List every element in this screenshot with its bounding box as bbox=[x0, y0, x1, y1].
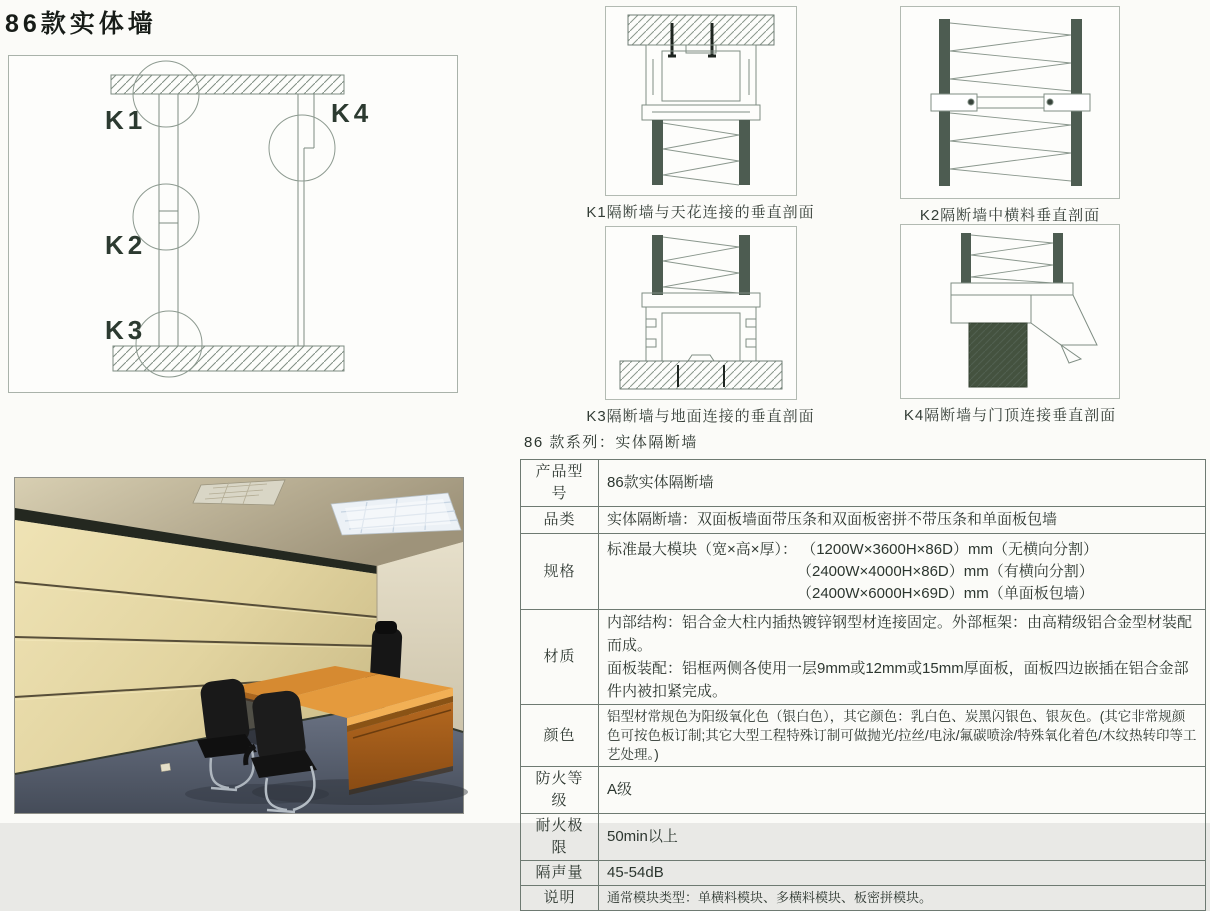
k4-door-section-hatch bbox=[969, 323, 1027, 387]
spec-label-fire-rating: 防火等级 bbox=[521, 767, 599, 814]
spec-value-material bbox=[599, 610, 1206, 705]
detail-circle-k4 bbox=[269, 115, 335, 181]
k3-wall-panel-left bbox=[652, 235, 663, 295]
k1-wall-panel-right bbox=[739, 120, 750, 185]
overview-diagram bbox=[8, 55, 458, 393]
k1-insulation bbox=[663, 123, 739, 185]
k3-wall-panel-right bbox=[739, 235, 750, 295]
table-row bbox=[521, 705, 1206, 767]
figure-k1 bbox=[578, 6, 823, 222]
figure-k3-caption: K3隔断墙与地面连接的垂直剖面 bbox=[586, 408, 815, 425]
k1-wall-panel-left bbox=[652, 120, 663, 185]
k2-insulation-bottom bbox=[950, 113, 1071, 181]
figure-k1-drawing bbox=[605, 6, 797, 196]
left-partition-wall bbox=[159, 94, 178, 346]
ceiling-slab bbox=[111, 75, 344, 94]
figure-k2-caption: K2隔断墙中横料垂直剖面 bbox=[919, 207, 1101, 224]
table-row bbox=[521, 861, 1206, 886]
spec-table-wrap bbox=[520, 459, 1206, 911]
figure-k3 bbox=[578, 226, 823, 426]
page-title: 86款实体墙 bbox=[5, 10, 157, 38]
figure-k4-caption: K4隔断墙与门顶连接垂直剖面 bbox=[903, 407, 1117, 424]
k4-insulation bbox=[971, 235, 1053, 283]
spec-value-size bbox=[599, 534, 1206, 610]
table-row bbox=[521, 610, 1206, 705]
floor-slab bbox=[113, 346, 344, 371]
spec-label-note: 说明 bbox=[521, 886, 599, 911]
spec-label-fire-limit: 耐火极限 bbox=[521, 814, 599, 861]
k4-wall-panel-right bbox=[1053, 233, 1063, 283]
k2-mid-rail-profile bbox=[931, 94, 1090, 111]
k3-aluminium-channel bbox=[642, 293, 760, 361]
spec-label-model: 产品型号 bbox=[521, 460, 599, 507]
marker-k3: K3 bbox=[105, 315, 147, 345]
figure-k2-drawing bbox=[900, 6, 1120, 199]
marker-k2: K2 bbox=[105, 230, 147, 260]
photo-wall-outlet bbox=[161, 763, 171, 771]
spec-value-note: 通常模块类型：单横料模块、多横料模块、板密拼模块。 bbox=[599, 886, 1206, 911]
spec-value-sound: 45-54dB bbox=[599, 861, 1206, 886]
spec-material-line2: 面板装配：铝框两侧各使用一层9mm或12mm或15mm厚面板，面板四边嵌插在铝合金部件内被扣紧完成。 bbox=[607, 660, 1189, 700]
figure-k4-drawing bbox=[900, 224, 1120, 399]
table-row bbox=[521, 886, 1206, 911]
k2-insulation-top bbox=[950, 23, 1071, 91]
marker-k4: K4 bbox=[331, 98, 373, 128]
k3-floor-slab bbox=[620, 361, 782, 389]
figure-k1-caption: K1隔断墙与天花连接的垂直剖面 bbox=[586, 204, 815, 221]
figure-k4 bbox=[886, 224, 1134, 425]
spec-label-material: 材质 bbox=[521, 610, 599, 705]
spec-value-model: 86款实体隔断墙 bbox=[599, 460, 1206, 507]
interior-photo bbox=[14, 477, 464, 814]
spec-size-line2: （2400W×4000H×86D）mm（有横向分割） bbox=[797, 562, 1094, 580]
spec-value-category: 实体隔断墙：双面板墙面带压条和双面板密拼不带压条和单面板包墙 bbox=[599, 507, 1206, 534]
overview-diagram-svg bbox=[9, 56, 457, 392]
series-label: 86 款系列：实体隔断墙 bbox=[524, 434, 698, 451]
spec-value-fire-limit: 50min以上 bbox=[599, 814, 1206, 861]
table-row bbox=[521, 814, 1206, 861]
k1-aluminium-channel bbox=[642, 45, 760, 120]
spec-label-size: 规格 bbox=[521, 534, 599, 610]
k1-ceiling-slab bbox=[628, 15, 774, 45]
table-row bbox=[521, 767, 1206, 814]
table-row bbox=[521, 507, 1206, 534]
marker-k1: K1 bbox=[105, 105, 147, 135]
spec-value-fire-rating: A级 bbox=[599, 767, 1206, 814]
spec-size-line3: （2400W×6000H×69D）mm（单面板包墙） bbox=[797, 584, 1094, 602]
spec-label-sound: 隔声量 bbox=[521, 861, 599, 886]
k4-wall-panel-left bbox=[961, 233, 971, 283]
spec-size-line1: 标准最大模块（宽×高×厚）： （1200W×3600H×86D）mm（无横向分割） bbox=[607, 540, 1098, 558]
right-partition-wall bbox=[298, 94, 314, 346]
spec-table bbox=[520, 459, 1206, 911]
spec-label-color: 颜色 bbox=[521, 705, 599, 767]
table-row bbox=[521, 534, 1206, 610]
k3-insulation bbox=[663, 237, 739, 293]
figure-k3-drawing bbox=[605, 226, 797, 400]
table-row bbox=[521, 460, 1206, 507]
spec-material-line1: 内部结构：铝合金大柱内插热镀锌钢型材连接固定。外部框架：由高精级铝合金型材装配而成。 bbox=[607, 614, 1193, 654]
spec-value-color: 铝型材常规色为阳级氧化色（银白色），其它颜色：乳白色、炭黑闪银色、银灰色。(其它非常规颜色可按色板订制;其它大型工程特殊订制可做抛光/拉丝/电泳/氟碳喷涂/特殊氧化着色/木纹热转印等工艺处理。) bbox=[599, 705, 1206, 767]
figure-k2 bbox=[886, 6, 1134, 225]
spec-label-category: 品类 bbox=[521, 507, 599, 534]
